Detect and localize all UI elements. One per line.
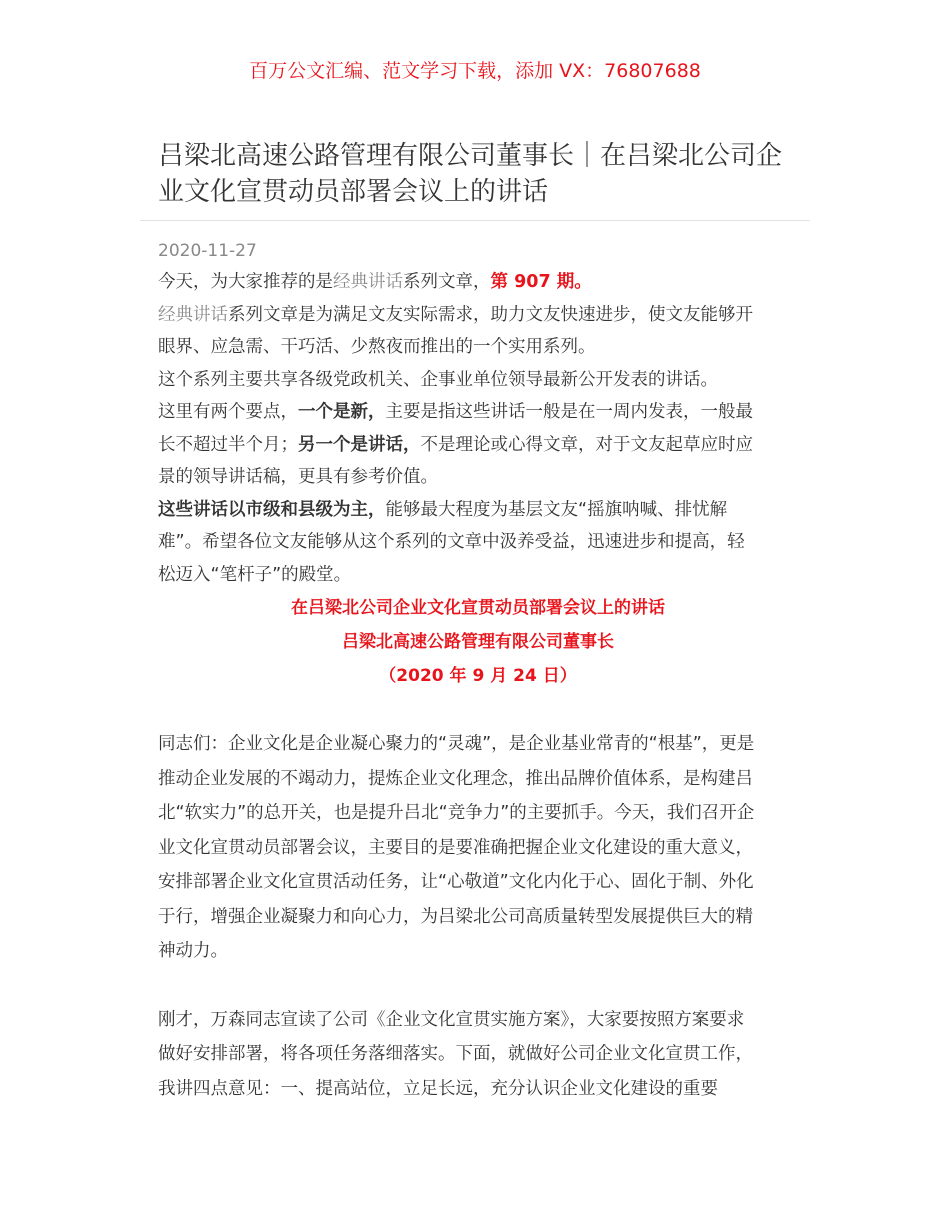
paragraph-line: 我讲四点意见：一、提高站位，立足长远，充分认识企业文化建设的重要 [158,1078,718,1099]
intro-line: 景的领导讲话稿，更具有参考价值。 [158,467,438,487]
title-line: 业文化宣贯动员部署会议上的讲话 [158,177,549,207]
bold-text: 另一个是讲话， [298,434,421,455]
paragraph-line: 业文化宣贯动员部署会议，主要目的是要准确把握企业文化建设的重大意义， [158,837,753,858]
text: 能够最大程度为基层文友“摇旗呐喊、排忧解 [385,499,728,520]
intro-line: 难”。希望各位文友能够从这个系列的文章中汲养受益，迅速进步和提高，轻 [158,532,745,552]
series-name: 经典讲话 [333,272,403,292]
speech-title: 在吕梁北公司企业文化宣贯动员部署会议上的讲话 [291,598,665,618]
paragraph-line: 刚才，万森同志宣读了公司《企业文化宣贯实施方案》，大家要按照方案要求 [158,1009,745,1030]
publish-date: 2020-11-27 [158,241,257,261]
article-body [158,236,798,1106]
paragraph [158,1003,798,1107]
intro-line: 松迈入“笔杆子”的殿堂。 [158,564,352,585]
title-line: 吕梁北高速公路管理有限公司董事长｜在吕梁北公司企 [158,141,783,171]
intro-line [158,266,798,299]
paragraph-line: 同志们：企业文化是企业凝心聚力的“灵魂”，是企业基业常青的“根基”，更是 [158,734,755,754]
text: 这里有两个要点， [158,402,298,422]
text: 系列文章， [403,272,491,292]
intro-line: 这个系列主要共享各级党政机关、企事业单位领导最新公开发表的讲话。 [158,369,718,390]
paragraph [158,727,798,969]
issue-number: 第 907 期。 [490,272,592,292]
divider [140,220,810,221]
paragraph-line: 推动企业发展的不竭动力，提炼企业文化理念，推出品牌价值体系，是构建吕 [158,768,753,789]
bold-text: 一个是新， [298,402,386,422]
intro-line [158,299,798,332]
paragraph-line: 做好安排部署，将各项任务落细落实。下面，就做好公司企业文化宣贯工作， [158,1044,753,1064]
intro-line [158,494,798,527]
article-title [158,138,798,210]
paragraph-line: 神动力。 [158,941,228,961]
paragraph-line: 安排部署企业文化宣贯活动任务，让“心敬道”文化内化于心、固化于制、外化 [158,872,754,892]
text: 今天，为大家推荐的是 [158,272,333,292]
bold-text: 这些讲话以市级和县级为主， [158,499,386,520]
intro-line [158,429,798,462]
intro-line [158,396,798,429]
paragraph-line: 于行，增强企业凝聚力和向心力，为吕梁北公司高质量转型发展提供巨大的精 [158,906,753,927]
promo-banner: 百万公文汇编、范文学习下载，添加 VX：76807688 [249,60,701,82]
intro-line: 眼界、应急需、干巧活、少熬夜而推出的一个实用系列。 [158,337,596,357]
text: 主要是指这些讲话一般是在一周内发表，一般最 [385,402,753,422]
speech-date: （2020 年 9 月 24 日） [379,666,577,686]
text: 不是理论或心得文章，对于文友起草应时应 [420,434,753,455]
speech-author: 吕梁北高速公路管理有限公司董事长 [342,632,614,652]
text: 长不超过半个月； [158,434,298,455]
text: 系列文章是为满足文友实际需求，助力文友快速进步，使文友能够开 [228,304,753,325]
series-name: 经典讲话 [158,304,228,325]
paragraph-line: 北“软实力”的总开关，也是提升吕北“竞争力”的主要抓手。今天，我们召开企 [158,803,755,823]
